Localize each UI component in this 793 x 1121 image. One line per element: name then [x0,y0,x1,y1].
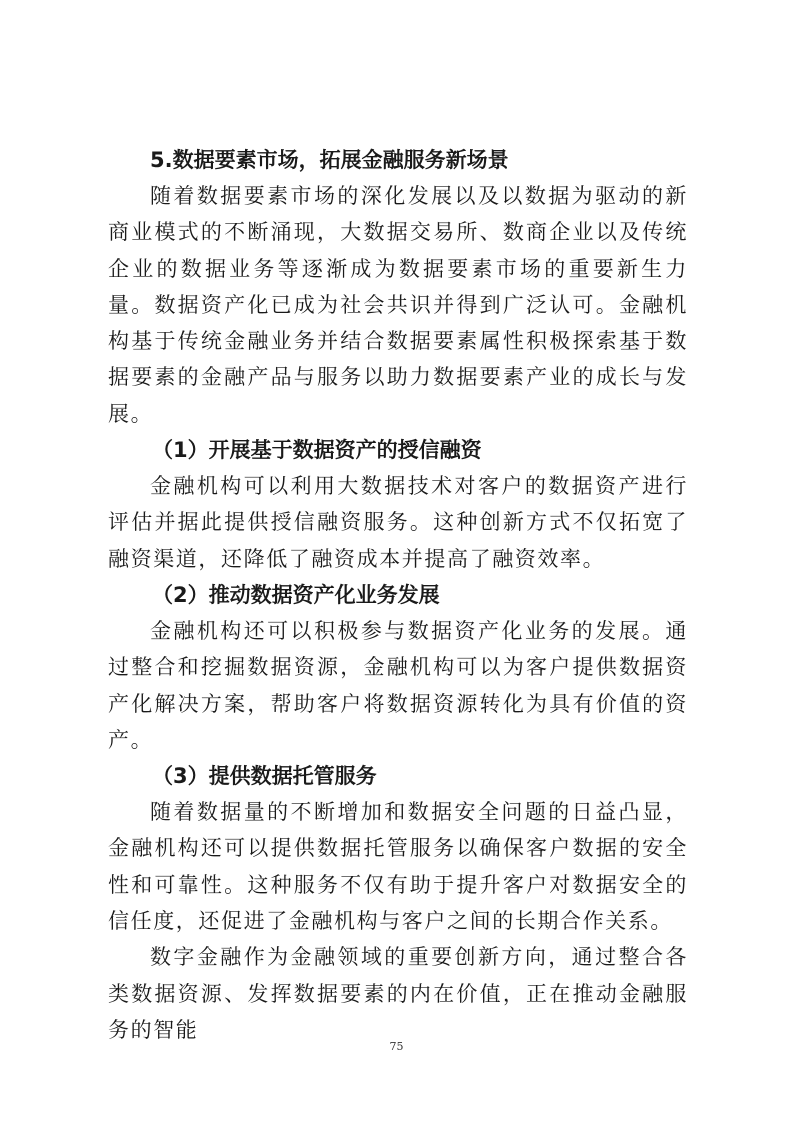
subsection-heading-1: （1）开展基于数据资产的授信融资 [152,438,482,463]
page-number: 75 [389,1040,404,1053]
section-heading: 5.数据要素市场，拓展金融服务新场景 [150,148,509,172]
closing-paragraph: 数字金融作为金融领域的重要创新方向，通过整合各类数据资源、发挥数据要素的内在价值，正在推动金融服务的智能 [108,945,688,1042]
document-body [108,142,688,1048]
subsection-paragraph-3: 随着数据量的不断增加和数据安全问题的日益凸显，金融机构还可以提供数据托管服务以确保客户数据的安全性和可靠性。这种服务不仅有助于提升客户对数据安全的信任度，还促进了金融机构与客户之间的长期合作关系。 [108,800,688,934]
subsection-paragraph-1: 金融机构可以利用大数据技术对客户的数据资产进行评估并据此提供授信融资服务。这种创新方式不仅拓宽了融资渠道，还降低了融资成本并提高了融资效率。 [108,474,688,571]
subsection-heading-2: （2）推动数据资产化业务发展 [152,582,440,607]
subsection-paragraph-2: 金融机构还可以积极参与数据资产化业务的发展。通过整合和挖掘数据资源，金融机构可以为客户提供数据资产化解决方案，帮助客户将数据资源转化为具有价值的资产。 [108,618,688,752]
intro-paragraph: 随着数据要素市场的深化发展以及以数据为驱动的新商业模式的不断涌现，大数据交易所、数商企业以及传统企业的数据业务等逐渐成为数据要素市场的重要新生力量。数据资产化已成为社会共识并得到广泛认可。金融机构基于传统金融业务并结合数据要素属性积极探索基于数据要素的金融产品与服务以助力数据要素产业的成长与发展。 [108,184,688,426]
subsection-heading-3: （3）提供数据托管服务 [152,764,377,789]
